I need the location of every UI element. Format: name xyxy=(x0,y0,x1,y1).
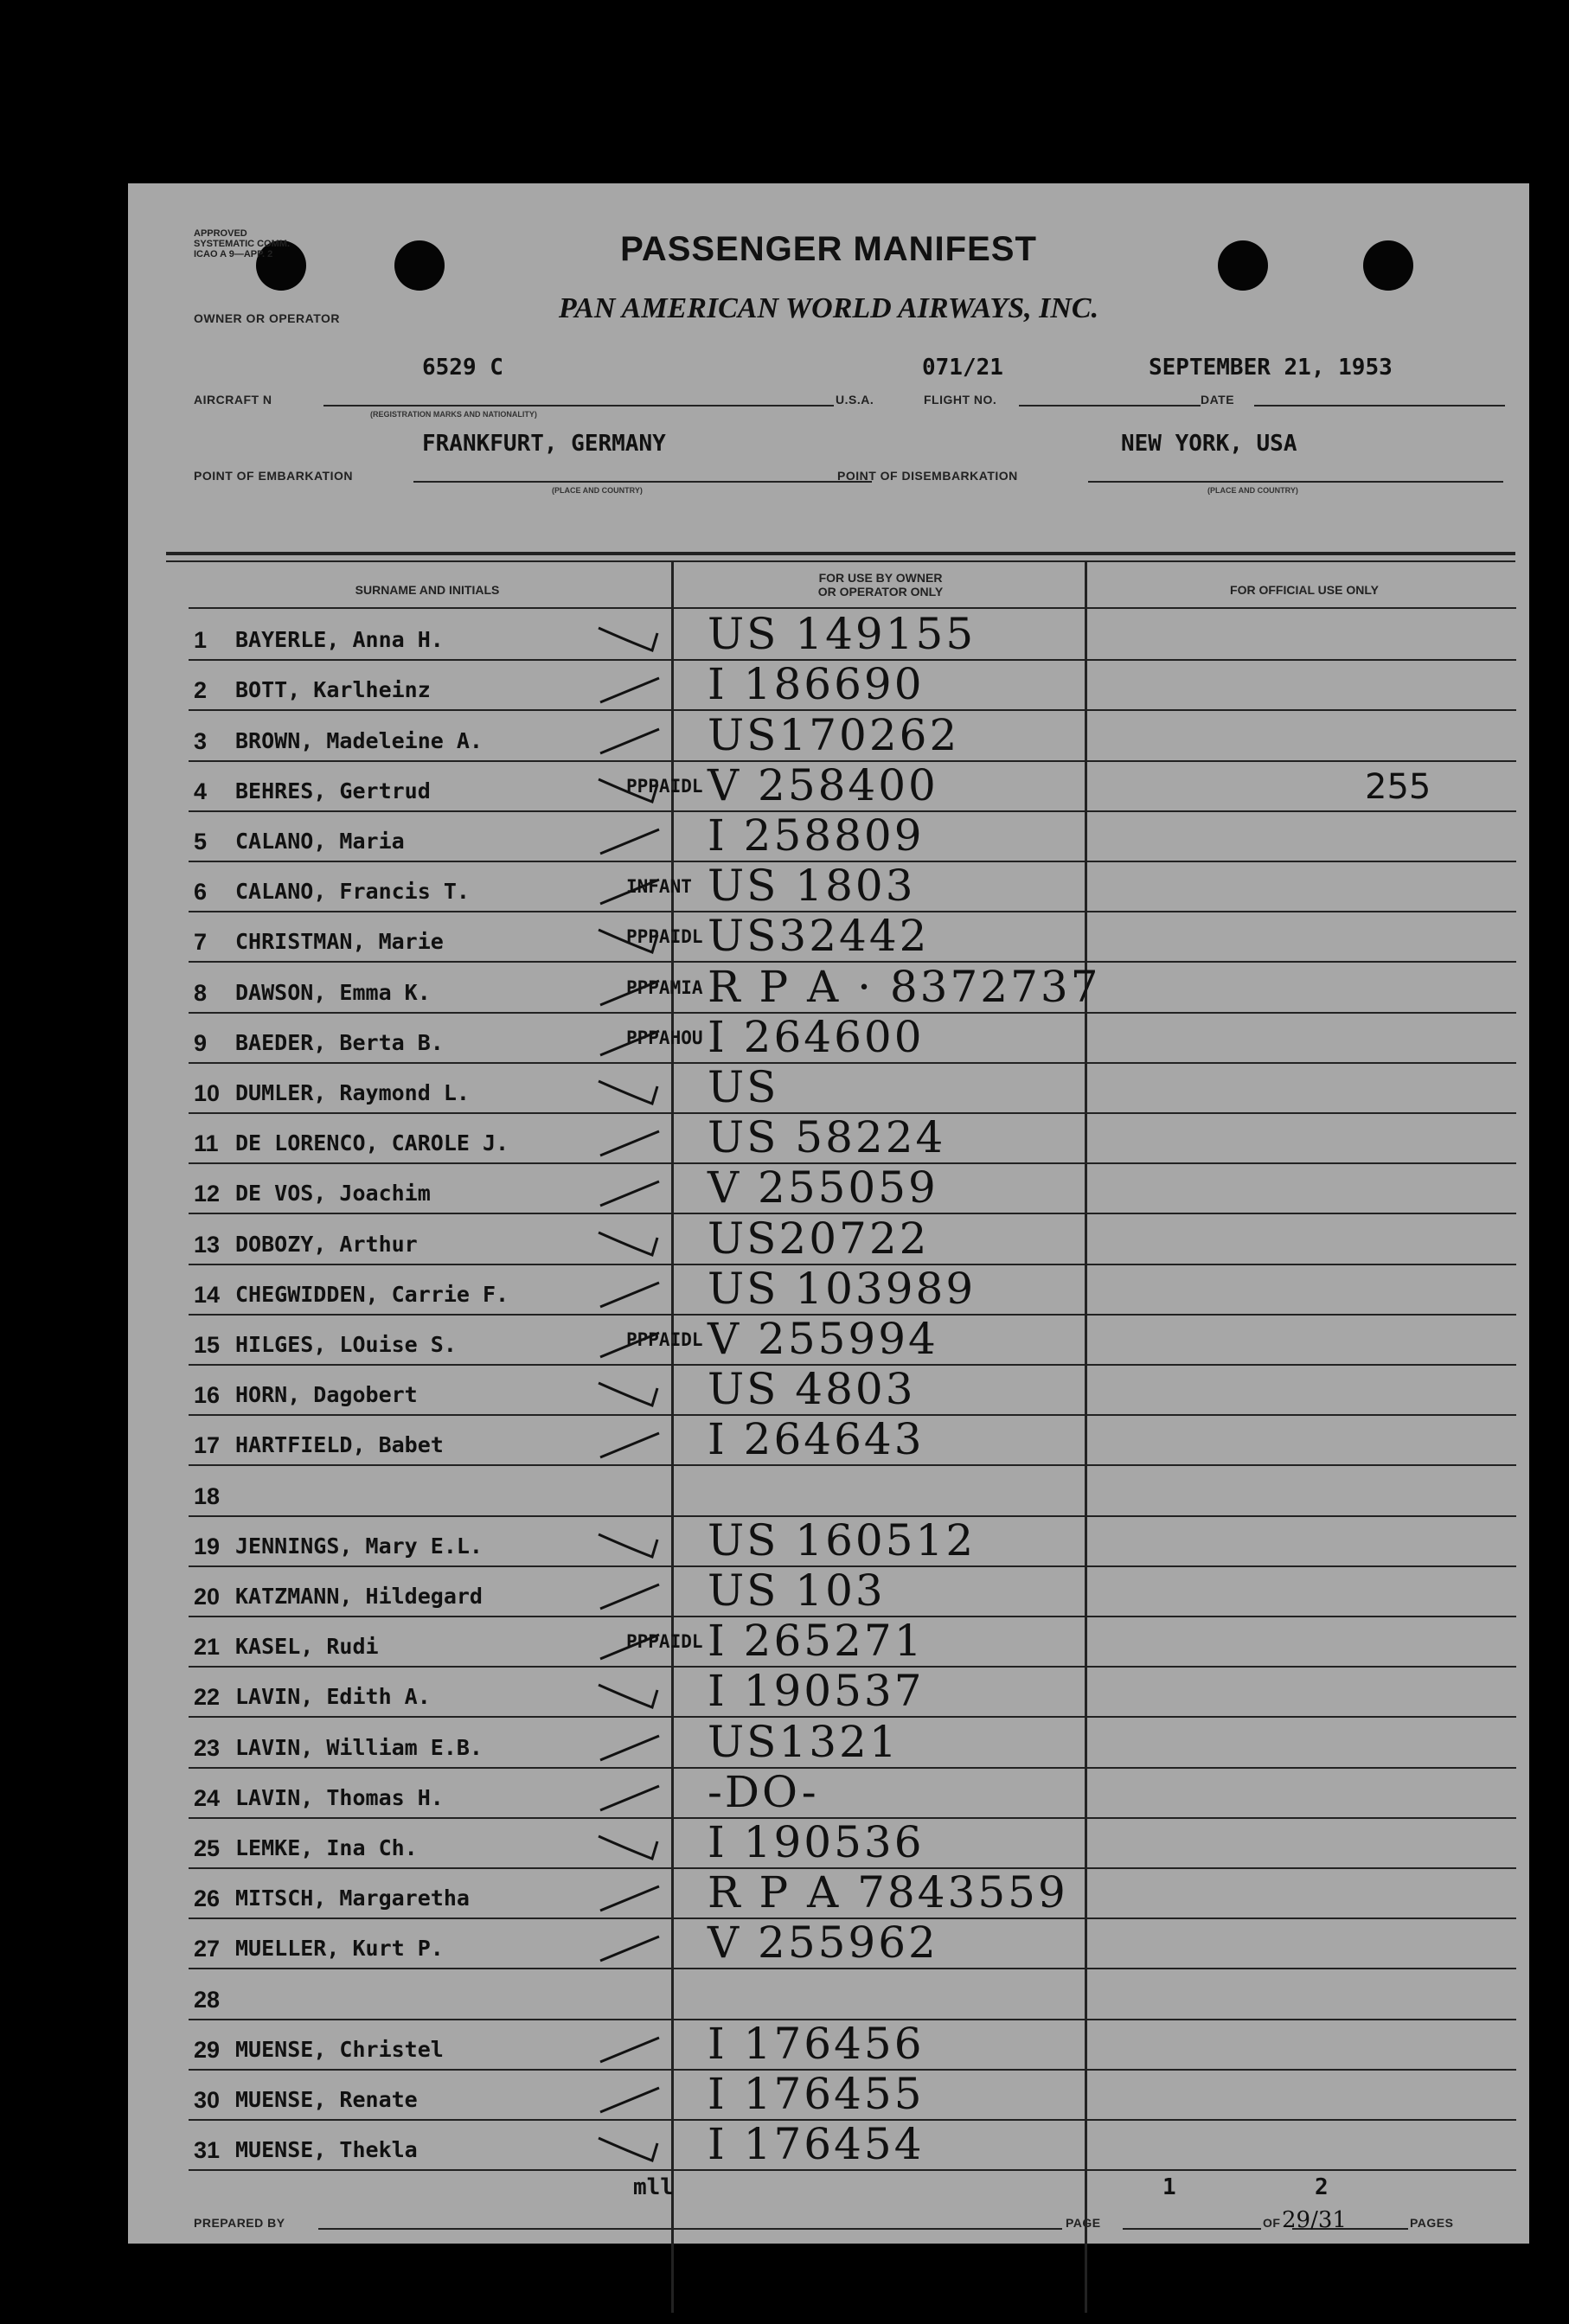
check-mark-icon xyxy=(595,974,664,1010)
table-row xyxy=(189,1265,1516,1316)
ticket-note: PPPAHOU xyxy=(626,1027,703,1048)
disembarkation-value: NEW YORK, USA xyxy=(1121,431,1297,457)
row-number: 28 xyxy=(194,1986,221,2013)
passenger-name: LAVIN, Thomas H. xyxy=(235,1784,444,1810)
row-number: 29 xyxy=(194,2036,221,2063)
table-row xyxy=(189,611,1516,661)
table-row xyxy=(189,661,1516,711)
table-row xyxy=(189,1718,1516,1768)
passport-number: V 258400 xyxy=(708,759,938,810)
passenger-name: KATZMANN, Hildegard xyxy=(235,1583,483,1609)
passport-number: US1321 xyxy=(708,1716,900,1767)
check-mark-icon xyxy=(595,722,664,759)
table-row xyxy=(189,2020,1516,2071)
passenger-name: CHRISTMAN, Marie xyxy=(235,929,444,955)
row-number: 21 xyxy=(194,1634,221,1661)
passenger-name: LAVIN, William E.B. xyxy=(235,1734,483,1760)
passenger-name: CALANO, Maria xyxy=(235,828,405,854)
passport-number: V 255994 xyxy=(708,1313,938,1364)
passenger-name: MUENSE, Renate xyxy=(235,2086,418,2112)
row-number: 6 xyxy=(194,879,208,906)
passport-number: US 103989 xyxy=(708,1263,977,1314)
check-mark-icon xyxy=(595,1678,664,1714)
table-row xyxy=(189,1416,1516,1466)
table-row xyxy=(189,711,1516,761)
check-mark-icon xyxy=(595,823,664,859)
row-number: 18 xyxy=(194,1482,221,1509)
passport-number: I 176455 xyxy=(708,2068,925,2119)
ticket-note: PPPAIDL xyxy=(626,1328,703,1350)
handwritten-count: 29/31 xyxy=(1282,2207,1347,2233)
passport-number: I 265271 xyxy=(708,1616,925,1667)
table-row xyxy=(189,1114,1516,1164)
ticket-note: PPPAIDL xyxy=(626,1631,703,1653)
check-mark-icon xyxy=(595,873,664,909)
page-total: 2 xyxy=(1315,2174,1329,2200)
passenger-name: DUMLER, Raymond L. xyxy=(235,1079,470,1105)
passenger-name: KASEL, Rudi xyxy=(235,1634,379,1660)
passenger-name: CHEGWIDDEN, Carrie F. xyxy=(235,1281,509,1307)
passport-number: US20722 xyxy=(708,1213,930,1264)
manifest-sheet xyxy=(128,183,1529,2244)
passport-number: V 255962 xyxy=(708,1917,938,1969)
table-row xyxy=(189,1816,1516,1869)
ticket-note: INFANT xyxy=(626,876,692,898)
passenger-name: DE VOS, Joachim xyxy=(235,1181,431,1207)
check-mark-icon xyxy=(595,1628,664,1664)
row-number: 23 xyxy=(194,1734,221,1761)
embarkation-label: POINT OF EMBARKATION xyxy=(194,469,353,483)
check-mark-icon xyxy=(595,1426,664,1463)
disembarkation-rule xyxy=(1088,481,1503,483)
ticket-note: PPPAIDL xyxy=(626,775,703,797)
passenger-name: MUELLER, Kurt P. xyxy=(235,1936,444,1962)
prepared-by-label: PREPARED BY xyxy=(194,2216,285,2230)
row-number: 24 xyxy=(194,1784,221,1811)
passport-number: I 190536 xyxy=(708,1816,925,1867)
check-mark-icon xyxy=(595,2081,664,2117)
passport-number: I 264643 xyxy=(708,1414,925,1465)
row-number: 5 xyxy=(194,828,208,855)
table-row xyxy=(189,1366,1516,1416)
row-number: 14 xyxy=(194,1281,221,1308)
table-row xyxy=(189,1766,1516,1819)
passenger-name: LAVIN, Edith A. xyxy=(235,1684,431,1710)
check-mark-icon xyxy=(595,1376,664,1412)
table-row xyxy=(189,759,1516,812)
table-row xyxy=(189,912,1516,963)
check-mark-icon xyxy=(595,1326,664,1362)
passport-number: US 58224 xyxy=(708,1112,946,1163)
passport-number: US 1803 xyxy=(708,861,916,912)
check-mark-icon xyxy=(595,1124,664,1161)
passport-number: I 190537 xyxy=(708,1666,925,1717)
embark-place-sublabel: (PLACE AND COUNTRY) xyxy=(552,486,643,495)
official-use-column-header: FOR OFFICIAL USE ONLY xyxy=(1230,583,1379,597)
passenger-name: HORN, Dagobert xyxy=(235,1382,418,1408)
table-row xyxy=(189,2068,1516,2121)
table-row xyxy=(189,1061,1516,1114)
usa-label: U.S.A. xyxy=(836,393,874,407)
passport-number: US 4803 xyxy=(708,1364,916,1415)
row-number: 10 xyxy=(194,1079,221,1106)
check-mark-icon xyxy=(595,1074,664,1111)
row-number: 20 xyxy=(194,1583,221,1610)
row-number: 13 xyxy=(194,1231,221,1258)
passport-number: I 176456 xyxy=(708,2018,925,2069)
passport-number: I 186690 xyxy=(708,659,925,710)
table-row xyxy=(189,1313,1516,1366)
row-rule xyxy=(189,2169,1516,2171)
passport-number: I 264600 xyxy=(708,1011,925,1062)
row-number: 30 xyxy=(194,2086,221,2113)
aircraft-label: AIRCRAFT N xyxy=(194,393,272,407)
table-row xyxy=(189,1668,1516,1718)
prepared-by-value: mll xyxy=(633,2174,674,2200)
table-row xyxy=(189,1567,1516,1617)
aircraft-rule xyxy=(323,405,834,407)
ticket-note: PPPAIDL xyxy=(626,926,703,948)
passenger-name: LEMKE, Ina Ch. xyxy=(235,1834,418,1860)
passenger-name: MUENSE, Christel xyxy=(235,2036,444,2062)
passport-number: US170262 xyxy=(708,709,960,760)
passenger-name: HARTFIELD, Babet xyxy=(235,1432,444,1458)
check-mark-icon xyxy=(595,1930,664,1966)
passenger-name: BOTT, Karlheinz xyxy=(235,677,431,703)
check-mark-icon xyxy=(595,1729,664,1765)
check-mark-icon xyxy=(595,772,664,809)
aircraft-sublabel: (REGISTRATION MARKS AND NATIONALITY) xyxy=(370,410,537,419)
check-mark-icon xyxy=(595,2131,664,2167)
passport-number: US xyxy=(708,1061,779,1112)
table-row xyxy=(189,963,1516,1013)
table-row xyxy=(189,1969,1516,2020)
table-row xyxy=(189,2121,1516,2171)
operator-name: PAN AMERICAN WORLD AIRWAYS, INC. xyxy=(558,292,1099,324)
table-row xyxy=(189,812,1516,862)
row-number: 12 xyxy=(194,1181,221,1207)
table-row xyxy=(189,1214,1516,1264)
passport-number: US 160512 xyxy=(708,1514,977,1565)
date-value: SEPTEMBER 21, 1953 xyxy=(1149,355,1393,381)
passenger-name: JENNINGS, Mary E.L. xyxy=(235,1533,483,1559)
date-label: DATE xyxy=(1201,393,1235,407)
passport-number: US32442 xyxy=(708,911,930,962)
date-rule xyxy=(1254,405,1505,407)
row-number: 31 xyxy=(194,2137,221,2164)
row-number: 3 xyxy=(194,727,208,754)
table-row xyxy=(189,1919,1516,1969)
owner-use-column-header: FOR USE BY OWNER OR OPERATOR ONLY xyxy=(817,571,944,599)
disembarkation-label: POINT OF DISEMBARKATION xyxy=(837,469,1018,483)
row-number: 19 xyxy=(194,1533,221,1559)
passport-number: R P A · 8372737 xyxy=(708,961,1101,1012)
row-number: 4 xyxy=(194,778,208,804)
disembark-place-sublabel: (PLACE AND COUNTRY) xyxy=(1207,486,1298,495)
passenger-name: CALANO, Francis T. xyxy=(235,879,470,905)
passenger-name: MITSCH, Margaretha xyxy=(235,1885,470,1911)
embarkation-value: FRANKFURT, GERMANY xyxy=(422,431,666,457)
row-number: 22 xyxy=(194,1684,221,1711)
passport-number: I 258809 xyxy=(708,810,925,861)
page-rule xyxy=(1123,2228,1261,2230)
table-row xyxy=(189,1514,1516,1567)
table-row xyxy=(189,1466,1516,1516)
row-number: 25 xyxy=(194,1834,221,1861)
row-number: 16 xyxy=(194,1382,221,1409)
passenger-name: MUENSE, Thekla xyxy=(235,2137,418,2163)
embarkation-rule xyxy=(413,481,872,483)
passenger-name: DOBOZY, Arthur xyxy=(235,1231,418,1257)
table-top-rule-2 xyxy=(166,560,1515,562)
row-number: 2 xyxy=(194,677,208,704)
check-mark-icon xyxy=(595,1527,664,1564)
check-mark-icon xyxy=(595,1829,664,1866)
check-mark-icon xyxy=(595,1024,664,1060)
check-mark-icon xyxy=(595,1578,664,1614)
check-mark-icon xyxy=(595,1879,664,1916)
owner-label: OWNER OR OPERATOR xyxy=(194,311,340,325)
passenger-name: BAYERLE, Anna H. xyxy=(235,627,444,653)
passenger-name: DAWSON, Emma K. xyxy=(235,979,431,1005)
passport-number: V 255059 xyxy=(708,1162,938,1213)
official-use-value: 255 xyxy=(1365,766,1431,807)
passenger-name: BAEDER, Berta B. xyxy=(235,1029,444,1055)
passenger-name: HILGES, LOuise S. xyxy=(235,1331,457,1357)
approval-stamp: APPROVED SYSTEMATIC COMM. ICAO A 9—APP. 2 xyxy=(194,228,291,259)
passenger-name: DE LORENCO, CAROLE J. xyxy=(235,1130,509,1156)
passenger-name: BEHRES, Gertrud xyxy=(235,778,431,803)
row-number: 8 xyxy=(194,979,208,1006)
ticket-note: PPPAMIA xyxy=(626,976,703,998)
row-number: 9 xyxy=(194,1029,208,1056)
row-number: 1 xyxy=(194,627,208,654)
pages-label: PAGES xyxy=(1410,2216,1454,2230)
table-row xyxy=(189,1164,1516,1214)
flight-rule xyxy=(1019,405,1201,407)
check-mark-icon xyxy=(595,1175,664,1211)
row-number: 7 xyxy=(194,929,208,956)
passport-number: I 176454 xyxy=(708,2119,925,2170)
flight-label: FLIGHT NO. xyxy=(924,393,997,407)
passenger-name: BROWN, Madeleine A. xyxy=(235,727,483,753)
row-number: 11 xyxy=(194,1130,219,1157)
row-number: 17 xyxy=(194,1432,221,1459)
table-row xyxy=(189,1617,1516,1668)
passport-number: R P A 7843559 xyxy=(708,1867,1068,1918)
row-number: 27 xyxy=(194,1936,221,1962)
page-number: 1 xyxy=(1162,2174,1176,2200)
flight-value: 071/21 xyxy=(922,355,1003,381)
aircraft-value: 6529 C xyxy=(422,355,503,381)
of-label: OF xyxy=(1263,2216,1281,2230)
prepared-rule xyxy=(318,2228,1062,2230)
form-title: PASSENGER MANIFEST xyxy=(620,230,1037,268)
table-top-rule xyxy=(166,552,1515,555)
row-number: 15 xyxy=(194,1331,221,1358)
check-mark-icon xyxy=(595,671,664,707)
passport-number: US 149155 xyxy=(708,609,977,660)
passport-number: -DO- xyxy=(708,1766,819,1817)
surname-column-header: SURNAME AND INITIALS xyxy=(355,583,500,597)
check-mark-icon xyxy=(595,1226,664,1262)
table-row xyxy=(189,862,1516,912)
page-label: PAGE xyxy=(1066,2216,1101,2230)
check-mark-icon xyxy=(595,1276,664,1312)
check-mark-icon xyxy=(595,621,664,657)
table-row xyxy=(189,1869,1516,1919)
check-mark-icon xyxy=(595,2031,664,2067)
table-row xyxy=(189,1011,1516,1064)
row-number: 26 xyxy=(194,1885,221,1912)
passport-number: US 103 xyxy=(708,1565,886,1616)
check-mark-icon xyxy=(595,923,664,959)
check-mark-icon xyxy=(595,1779,664,1815)
